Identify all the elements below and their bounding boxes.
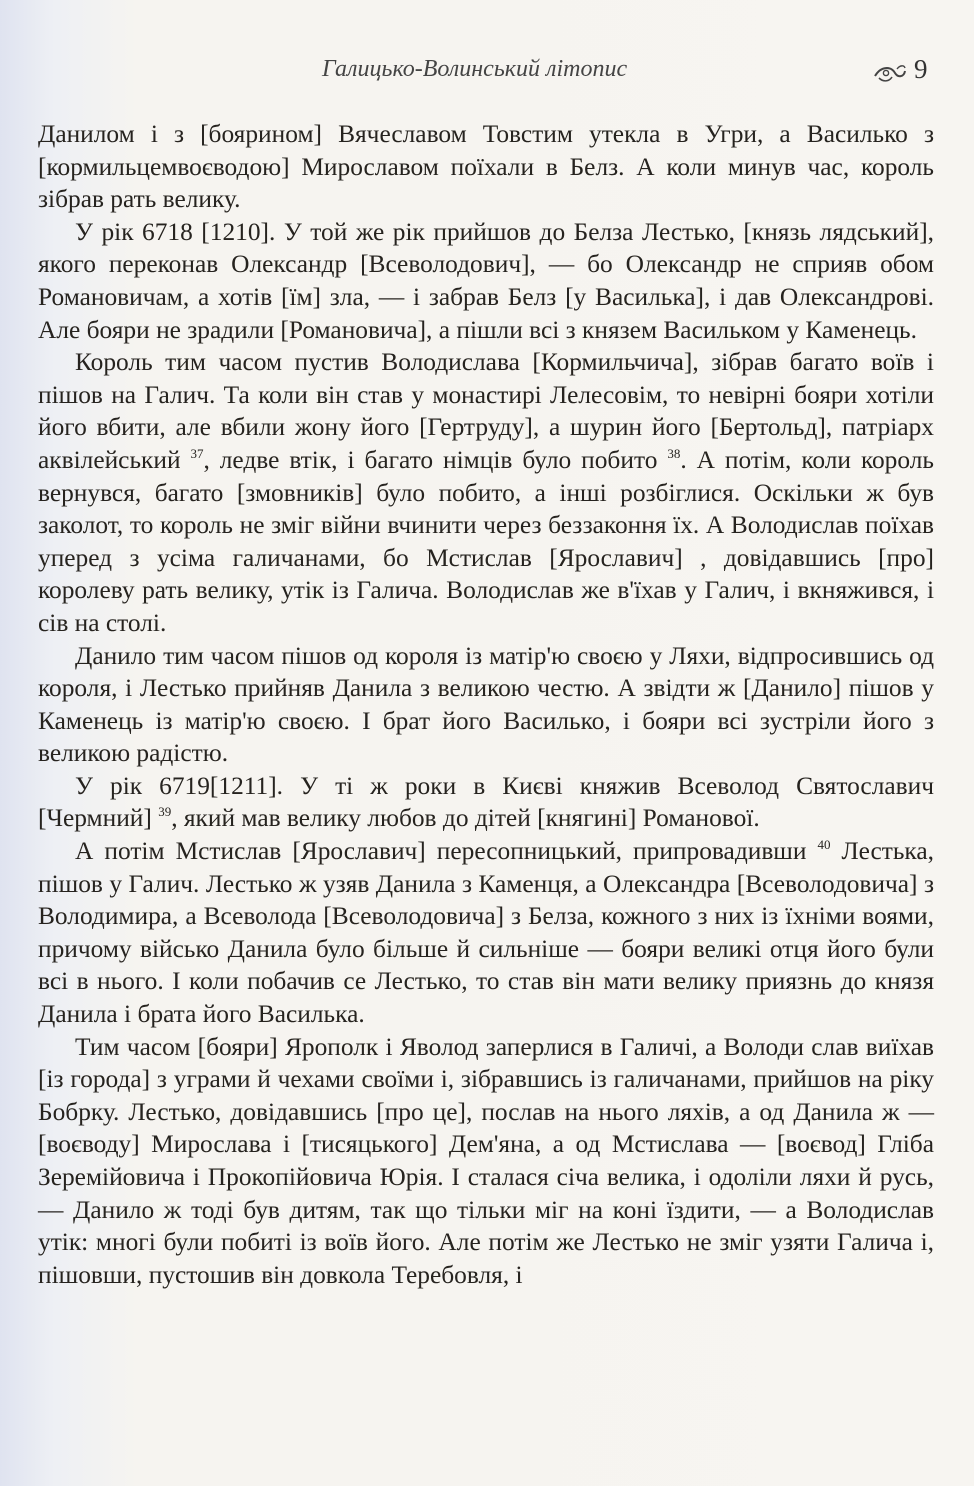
footnote-ref: 39 [158,804,172,820]
running-title: Галицько-Волинський літопис [322,56,628,82]
paragraph [38,118,934,216]
footnote-ref: 38 [667,445,681,461]
page-number: 9 [914,54,928,84]
paragraph [38,770,934,835]
paragraph-text: У рік 6719[1211]. У ті ж роки в Києві княжив Всеволод Святославич [Чермний] [38,771,934,833]
paragraph [38,346,934,639]
footnote-ref: 40 [817,837,831,853]
paragraph [38,640,934,770]
paragraph-text: . А потім, коли король вернувся, багато [змовників] було побито, а інші розбіглися. Оскільки ж був заколот, то король не зміг війни вчинити через беззаконня їх. А Володислав поїхав уперед з усіма галичанами, бо Мстислав [Ярославич] , довідавшись [про] королеву рать велику, утік із Галича. Володислав же в'їхав у Галич, і вкняжився, і сів на столі. [38,445,934,637]
paragraph-text: Тим часом [бояри] Ярополк і Яволод заперлися в Галичі, а Володи слав виїхав [із города] з уграми й чехами своїми і, зібравшись із галичанами, прийшов на ріку Бобрку. Лестько, довідавшись [про це], послав на нього ляхів, а од Данила ж — [воєводу] Мирослава і [тисяцького] Дем'яна, а од Мстислава — [воєвод] Гліба Зеремійовича і Прокопійовича Юрія. І сталася січа велика, і одоліли ляхи й русь, — Данило ж тоді був дитям, так що тільки міг на коні їздити, — а Володислав утік: многі були побиті із воїв його. Але потім же Лестько не зміг узяти Галича і, пішовши, пустошив він довкола Теребовля, і [38,1032,934,1289]
paragraph-text: , ледве втік, і багато німців було побито [203,445,658,474]
paragraph [38,1031,934,1292]
body-text [38,118,934,1291]
paragraph-text: У рік 6718 [1210]. У той же рік прийшов до Белза Лестько, [князь лядський], якого переконав Олександр [Всеволодович], — бо Олександр не сприяв обом Романовичам, а хотів [їм] зла, — і забрав Белз [у Василька], і дав Олександрові. Але бояри не зрадили [Романовича], а пішли всі з князем Васильком у Каменець. [38,217,934,344]
paragraph-text: Данилом і з [боярином] Вячеславом Товстим утекла в Угри, а Василько з [кормильцемвоєводою] Мирославом поїхали в Белз. А коли минув час, король зібрав рать велику. [38,120,934,214]
paragraph-text: , який мав велику любов до дітей [княгині] Романової. [171,804,760,833]
paragraph [38,835,934,1031]
footnote-ref: 37 [190,445,204,461]
paragraph-text: Данило тим часом пішов од короля із матір'ю своєю у Ляхи, відпросившись од короля, і Лестько прийняв Данила з великою честю. А звідти ж [Данило] пішов у Каменець із матір'ю своєю. І брат його Василько, і бояри всі зустріли його з великою радістю. [38,641,934,768]
paragraph [38,216,934,346]
page-header [0,56,974,92]
paragraph-text: Лестька, пішов у Галич. Лестько ж узяв Данила з Каменця, а Олександра [Всеволодовича] з Володимира, а Всеволода [Всеволодовича] з Белза, кожного з них із їхніми воями, причому військо Данила було більше й сильніше — бояри великі отця його були всі в нього. І коли побачив се Лестько, то став він мати велику приязнь до князя Данила і брата його Василька. [38,837,934,1029]
floral-ornament-icon [873,62,907,84]
paragraph-text: Король тим часом пустив Володислава [Кормильчича], зібрав багато воїв і пішов на Галич. Та коли він став у монастирі Лелесовім, то невірні бояри хотіли його вбити, але вбили жону його [Гертруду], а шурин його [Бертольд], патріарх аквілейський [38,348,934,474]
paragraph-text: А потім Мстислав [Ярославич] пересопницький, припровадивши [75,837,807,866]
